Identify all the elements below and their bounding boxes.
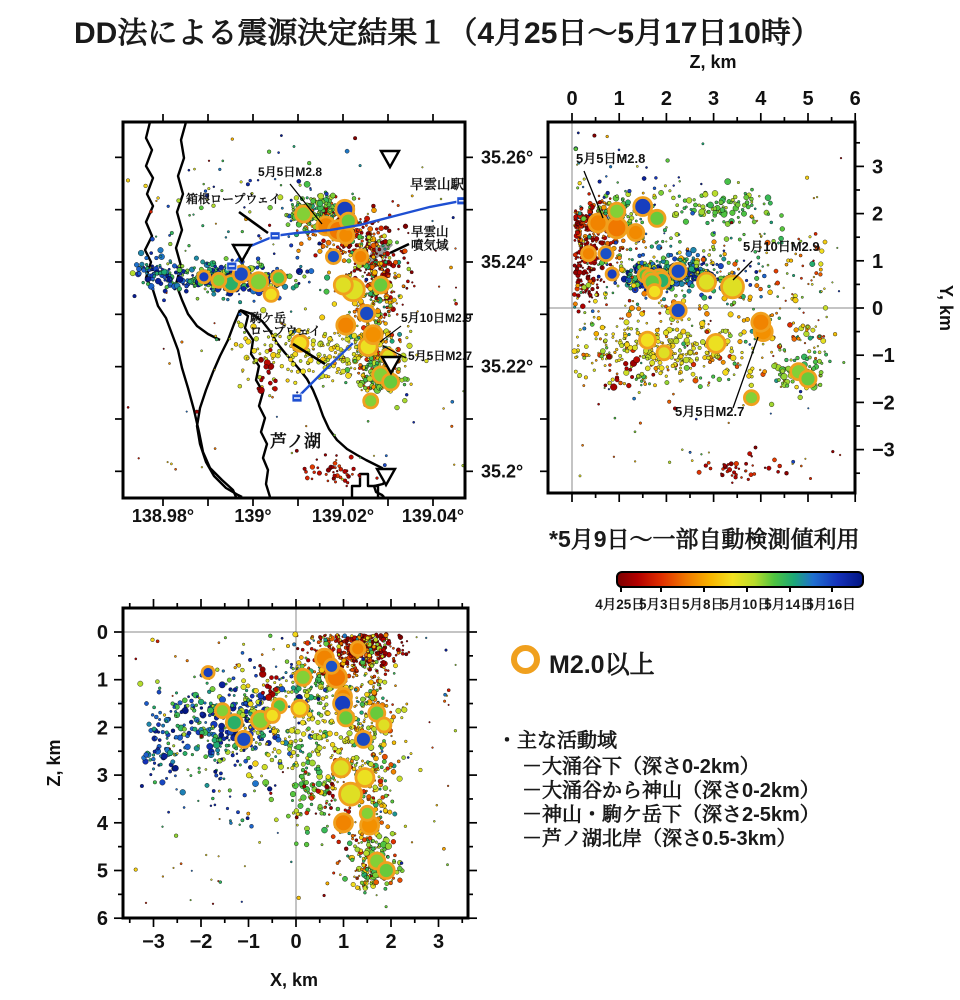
m2-event bbox=[606, 268, 618, 280]
annotation-label: 5月10日M2.9 bbox=[401, 311, 472, 325]
xz-hypocenter-dots bbox=[111, 632, 457, 908]
m2-event bbox=[264, 287, 278, 301]
caldera-rim-inner bbox=[176, 122, 220, 340]
annotation-label: 5月5日M2.8 bbox=[576, 151, 646, 166]
colorbar-tick bbox=[703, 586, 705, 592]
activity-item: －芦ノ湖北岸（深さ0.5-3km） bbox=[522, 828, 797, 850]
m2-event bbox=[198, 271, 210, 283]
annotation-label: 早雲山駅 bbox=[410, 177, 464, 192]
m2-event bbox=[335, 814, 353, 832]
m2-event bbox=[359, 305, 375, 321]
m2-event bbox=[295, 669, 311, 685]
annotation-label: 芦ノ湖 bbox=[270, 432, 321, 451]
annotation-label: 早雲山噴気域 bbox=[411, 225, 449, 253]
m2-event bbox=[338, 710, 354, 726]
m2-event bbox=[364, 326, 382, 344]
m2-legend-label: M2.0以上 bbox=[549, 651, 655, 679]
m2-event bbox=[212, 273, 226, 287]
annotation-label: 5月5日M2.7 bbox=[675, 404, 745, 419]
m2-event bbox=[351, 642, 365, 656]
station-triangle-icon bbox=[381, 151, 399, 167]
annotation-label: 5月5日M2.7 bbox=[408, 349, 473, 363]
colorbar-tick-label: 5月8日 bbox=[681, 597, 725, 612]
colorbar-tick-label: 5月3日 bbox=[638, 597, 682, 612]
m2-event bbox=[649, 210, 665, 226]
m2-event bbox=[609, 203, 625, 219]
annotation-leader bbox=[239, 212, 268, 233]
m2-event bbox=[707, 334, 725, 352]
colorbar-tick bbox=[789, 586, 791, 592]
colorbar-tick bbox=[620, 586, 622, 592]
activity-list bbox=[497, 729, 820, 851]
annotation-label: 5月10日M2.9 bbox=[743, 239, 820, 254]
auto-detection-note: *5月9日〜一部自動検測値利用 bbox=[549, 526, 860, 552]
m2-event bbox=[334, 276, 352, 294]
date-colorbar bbox=[595, 571, 860, 612]
m2-event bbox=[332, 759, 350, 777]
m2-event bbox=[337, 316, 355, 334]
colorbar-tick-label: 4月25日 bbox=[595, 597, 645, 612]
m2-event bbox=[648, 285, 662, 299]
m2-event bbox=[383, 374, 399, 390]
m2-event bbox=[752, 313, 770, 331]
m2-event bbox=[364, 394, 378, 408]
colorbar-gradient bbox=[616, 571, 864, 588]
m2-event bbox=[628, 225, 644, 241]
m2-event bbox=[640, 332, 656, 348]
m2-event bbox=[377, 718, 391, 732]
zy-panel-content bbox=[548, 122, 855, 493]
m2-event bbox=[215, 704, 229, 718]
activity-item: －大涌谷下（深さ0-2km） bbox=[522, 756, 760, 778]
m2-event bbox=[800, 371, 816, 387]
m2-event bbox=[354, 250, 368, 264]
annotation-label: 駒ケ岳ロープウェイ bbox=[250, 311, 321, 338]
station-triangle-icon bbox=[377, 469, 395, 485]
annotation-leader bbox=[584, 171, 603, 218]
m2-event bbox=[373, 277, 389, 293]
annotation-label: 箱根ロープウェイ bbox=[186, 192, 281, 206]
m2-event bbox=[250, 273, 268, 291]
colorbar-tick-label: 5月14日 bbox=[764, 597, 814, 612]
xz-panel-content bbox=[111, 608, 468, 918]
lake-ashi-west-shore bbox=[197, 310, 242, 497]
m2-event bbox=[599, 247, 613, 261]
m2-event bbox=[265, 709, 279, 723]
m2-event bbox=[744, 391, 758, 405]
station-triangle-icon bbox=[233, 245, 251, 261]
colorbar-tick bbox=[831, 586, 833, 592]
m2-event bbox=[607, 218, 627, 238]
m2-event bbox=[378, 863, 394, 879]
activity-title: ・主な活動域 bbox=[497, 730, 617, 752]
m2-event bbox=[236, 731, 252, 747]
annotation-label: 5月5日M2.8 bbox=[258, 165, 323, 179]
m2-event bbox=[325, 659, 339, 673]
m2-event bbox=[202, 667, 214, 679]
m2-event bbox=[356, 769, 374, 787]
m2-event bbox=[698, 273, 716, 291]
page-title: DD法による震源決定結果１（4月25日〜5月17日10時） bbox=[74, 17, 821, 50]
m2-event bbox=[272, 271, 286, 285]
m2-event bbox=[292, 700, 308, 716]
m2-event bbox=[326, 250, 340, 264]
colorbar-tick-label: 5月10日 bbox=[721, 597, 771, 612]
m2-event bbox=[582, 247, 596, 261]
m2-event bbox=[355, 731, 371, 747]
m2-event bbox=[589, 214, 607, 232]
m2-event bbox=[722, 276, 744, 298]
m2-event bbox=[657, 346, 671, 360]
colorbar-tick bbox=[746, 586, 748, 592]
colorbar-tick-label: 5月16日 bbox=[806, 597, 856, 612]
m2-event bbox=[226, 715, 242, 731]
m2-event bbox=[670, 263, 686, 279]
activity-item: －神山・駒ケ岳下（深さ2-5km） bbox=[522, 804, 820, 826]
lake-ashi-south-arm bbox=[352, 474, 378, 497]
m2-event bbox=[670, 302, 686, 318]
m2-event bbox=[634, 198, 652, 216]
colorbar-tick bbox=[660, 586, 662, 592]
caldera-rim-west bbox=[145, 122, 236, 497]
m2-event bbox=[340, 783, 362, 805]
m2-event bbox=[360, 806, 374, 820]
m2-ring-icon bbox=[511, 645, 540, 674]
activity-item: －大涌谷から神山（深さ0-2km） bbox=[522, 780, 820, 802]
